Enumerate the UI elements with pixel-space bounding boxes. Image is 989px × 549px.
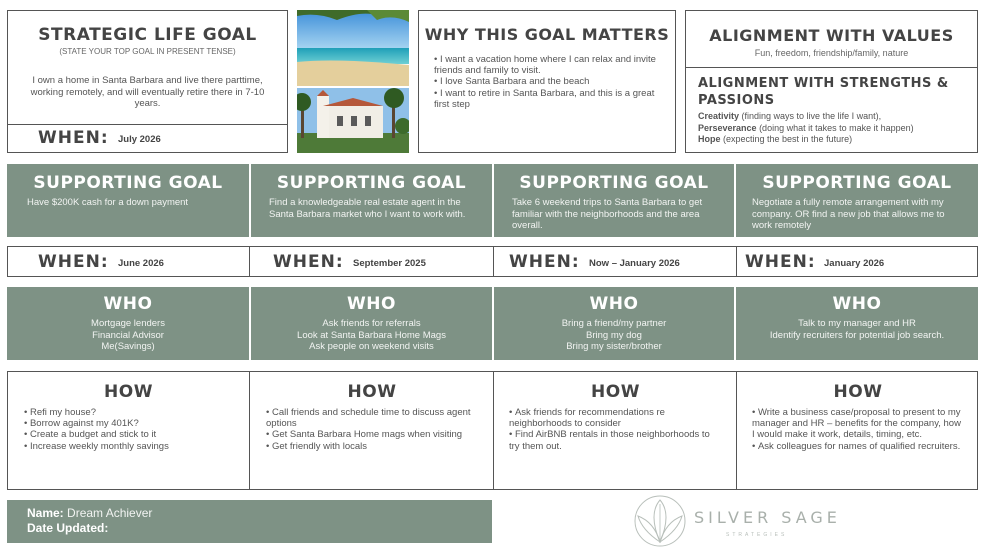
when-label: WHEN: — [273, 252, 344, 272]
who-item: Ask friends for referrals — [322, 318, 421, 329]
who-item: Talk to my manager and HR — [798, 318, 916, 329]
how-item: • Create a budget and stick to it — [24, 429, 237, 440]
supporting-goal-4 — [736, 164, 978, 237]
strength-item — [698, 111, 965, 123]
how-title: HOW — [347, 382, 397, 402]
strategic-goal-subtitle: (STATE YOUR TOP GOAL IN PRESENT TENSE) — [59, 47, 236, 56]
footer-date-line — [27, 521, 492, 536]
how-item: • Refi my house? — [24, 407, 237, 418]
santa-barbara-building-photo — [297, 88, 409, 153]
how-list — [495, 402, 736, 452]
when-value: June 2026 — [118, 258, 164, 269]
date-updated-label: Date Updated: — [27, 521, 109, 535]
why-bullet: • I want to retire in Santa Barbara, and this is a great first step — [434, 88, 663, 110]
how-item: • Find AirBNB rentals in those neighborhoods to try them out. — [509, 429, 722, 451]
alignment-values-body: Fun, freedom, friendship/family, nature — [754, 48, 909, 58]
who-item: Me(Savings) — [101, 341, 155, 352]
strength-desc: (expecting the best in the future) — [720, 134, 853, 144]
strategic-when-label: WHEN: — [38, 128, 109, 148]
who-title: WHO — [832, 294, 882, 314]
when-label: WHEN: — [38, 252, 109, 272]
name-label: Name: — [27, 506, 64, 520]
who-title: WHO — [589, 294, 639, 314]
strategic-goal-body: I own a home in Santa Barbara and live there parttime, working remotely, and will eventually retire there in 7-10 years. — [30, 75, 265, 109]
strength-name: Creativity — [698, 111, 740, 121]
how-list — [8, 402, 249, 452]
why-goal-matters-title: WHY THIS GOAL MATTERS — [424, 25, 670, 44]
building-photo-image — [297, 88, 409, 153]
who-item: Mortgage lenders — [91, 318, 165, 329]
who-item: Bring my sister/brother — [566, 341, 662, 352]
when-value: Now – January 2026 — [589, 258, 680, 269]
footer-name-line — [27, 506, 492, 521]
who-1 — [7, 287, 249, 360]
when-value: January 2026 — [824, 258, 885, 269]
how-title: HOW — [591, 382, 640, 402]
how-row — [7, 371, 978, 490]
who-title: WHO — [347, 294, 396, 314]
how-title: HOW — [833, 382, 883, 402]
strength-item — [698, 123, 965, 135]
alignment-values-title: ALIGNMENT WITH VALUES — [709, 26, 954, 45]
when-label: WHEN: — [745, 252, 816, 272]
when-cell-1 — [8, 247, 250, 276]
how-item: • Get friendly with locals — [266, 441, 471, 452]
beach-photo-image — [297, 10, 409, 86]
who-list — [494, 318, 734, 353]
how-list — [738, 402, 978, 452]
who-item: Bring a friend/my partner — [561, 318, 667, 329]
who-item: Identify recruiters for potential job search. — [769, 329, 945, 341]
silver-sage-logo — [632, 494, 862, 548]
when-row — [7, 246, 978, 277]
strength-desc: (doing what it takes to make it happen) — [756, 122, 914, 133]
strengths-title: ALIGNMENT WITH STRENGTHS & PASSIONS — [698, 76, 949, 108]
name-value: Dream Achiever — [67, 506, 153, 520]
strategic-goal-title: STRATEGIC LIFE GOAL — [38, 25, 257, 45]
how-cell-2 — [251, 372, 494, 489]
strength-desc: (finding ways to live the life I want), — [739, 111, 882, 121]
who-4 — [736, 287, 978, 360]
sage-leaf-icon — [632, 494, 688, 548]
who-item: Look at Santa Barbara Home Mags — [297, 329, 446, 341]
supporting-goal-text: Find a knowledgeable real estate agent in the Santa Barbara market who I want to work with. — [269, 197, 466, 220]
when-cell-3 — [495, 247, 737, 276]
who-item: Bring my dog — [586, 329, 642, 341]
brand-name: SILVER SAGE — [694, 508, 841, 527]
supporting-goal-text: Take 6 weekend trips to Santa Barbara to get familiar with the neighborhoods and the area overall. — [512, 197, 703, 231]
how-cell-3 — [495, 372, 737, 489]
strategic-goal-box — [7, 10, 288, 153]
how-item: • Ask colleagues for names of qualified recruiters. — [752, 441, 966, 452]
beach-photo — [297, 10, 409, 86]
when-cell-2 — [251, 247, 494, 276]
supporting-goal-text: Have $200K cash for a down payment — [27, 197, 189, 208]
strength-name: Hope — [698, 134, 721, 144]
supporting-goal-text: Negotiate a fully remote arrangement with my company. OR find a new job that allows me to work remotely — [752, 197, 945, 231]
who-2 — [251, 287, 492, 360]
how-item: • Call friends and schedule time to discuss agent options — [266, 407, 471, 429]
supporting-goal-2 — [251, 164, 492, 237]
when-value: September 2025 — [353, 258, 426, 269]
how-item: • Borrow against my 401K? — [24, 418, 237, 429]
who-title: WHO — [103, 294, 153, 314]
supporting-goal-3 — [494, 164, 734, 237]
how-item: • Increase weekly monthly savings — [24, 441, 237, 452]
strength-item — [698, 134, 965, 146]
who-list — [7, 318, 249, 353]
why-bullet: • I love Santa Barbara and the beach — [434, 76, 663, 87]
how-title: HOW — [104, 382, 153, 402]
strengths-list — [698, 111, 965, 146]
when-label: WHEN: — [509, 252, 580, 272]
who-item: Financial Advisor — [92, 329, 164, 341]
supporting-goal-title: SUPPORTING GOAL — [33, 173, 223, 193]
why-bullet: • I want a vacation home where I can relax and invite friends and family to visit. — [434, 54, 663, 76]
supporting-goal-1 — [7, 164, 249, 237]
who-list — [736, 318, 978, 341]
who-item: Ask people on weekend visits — [309, 341, 434, 352]
why-goal-matters-box — [418, 10, 676, 153]
who-3 — [494, 287, 734, 360]
strategic-when-row — [8, 124, 287, 152]
supporting-goal-title: SUPPORTING GOAL — [276, 173, 467, 193]
who-list — [251, 318, 492, 353]
how-item: • Write a business case/proposal to present to my manager and HR – benefits for the company, how I would make it work, details, timing, etc. — [752, 407, 966, 441]
how-item: • Ask friends for recommendations re neighborhoods to consider — [509, 407, 722, 429]
alignment-values-box — [685, 10, 978, 153]
supporting-goal-title: SUPPORTING GOAL — [519, 173, 709, 193]
brand-tagline: STRATEGIES — [726, 532, 788, 538]
footer-name-box — [7, 500, 492, 543]
strength-name: Perseverance — [698, 122, 757, 133]
when-cell-4 — [738, 247, 978, 276]
strategic-when-value: July 2026 — [118, 134, 161, 145]
why-goal-bullets — [434, 54, 663, 110]
supporting-goal-title: SUPPORTING GOAL — [762, 173, 952, 193]
strengths-section — [686, 67, 977, 152]
how-cell-4 — [738, 372, 978, 489]
how-item: • Get Santa Barbara Home mags when visiting — [266, 429, 471, 440]
how-cell-1 — [8, 372, 250, 489]
how-list — [251, 402, 493, 452]
